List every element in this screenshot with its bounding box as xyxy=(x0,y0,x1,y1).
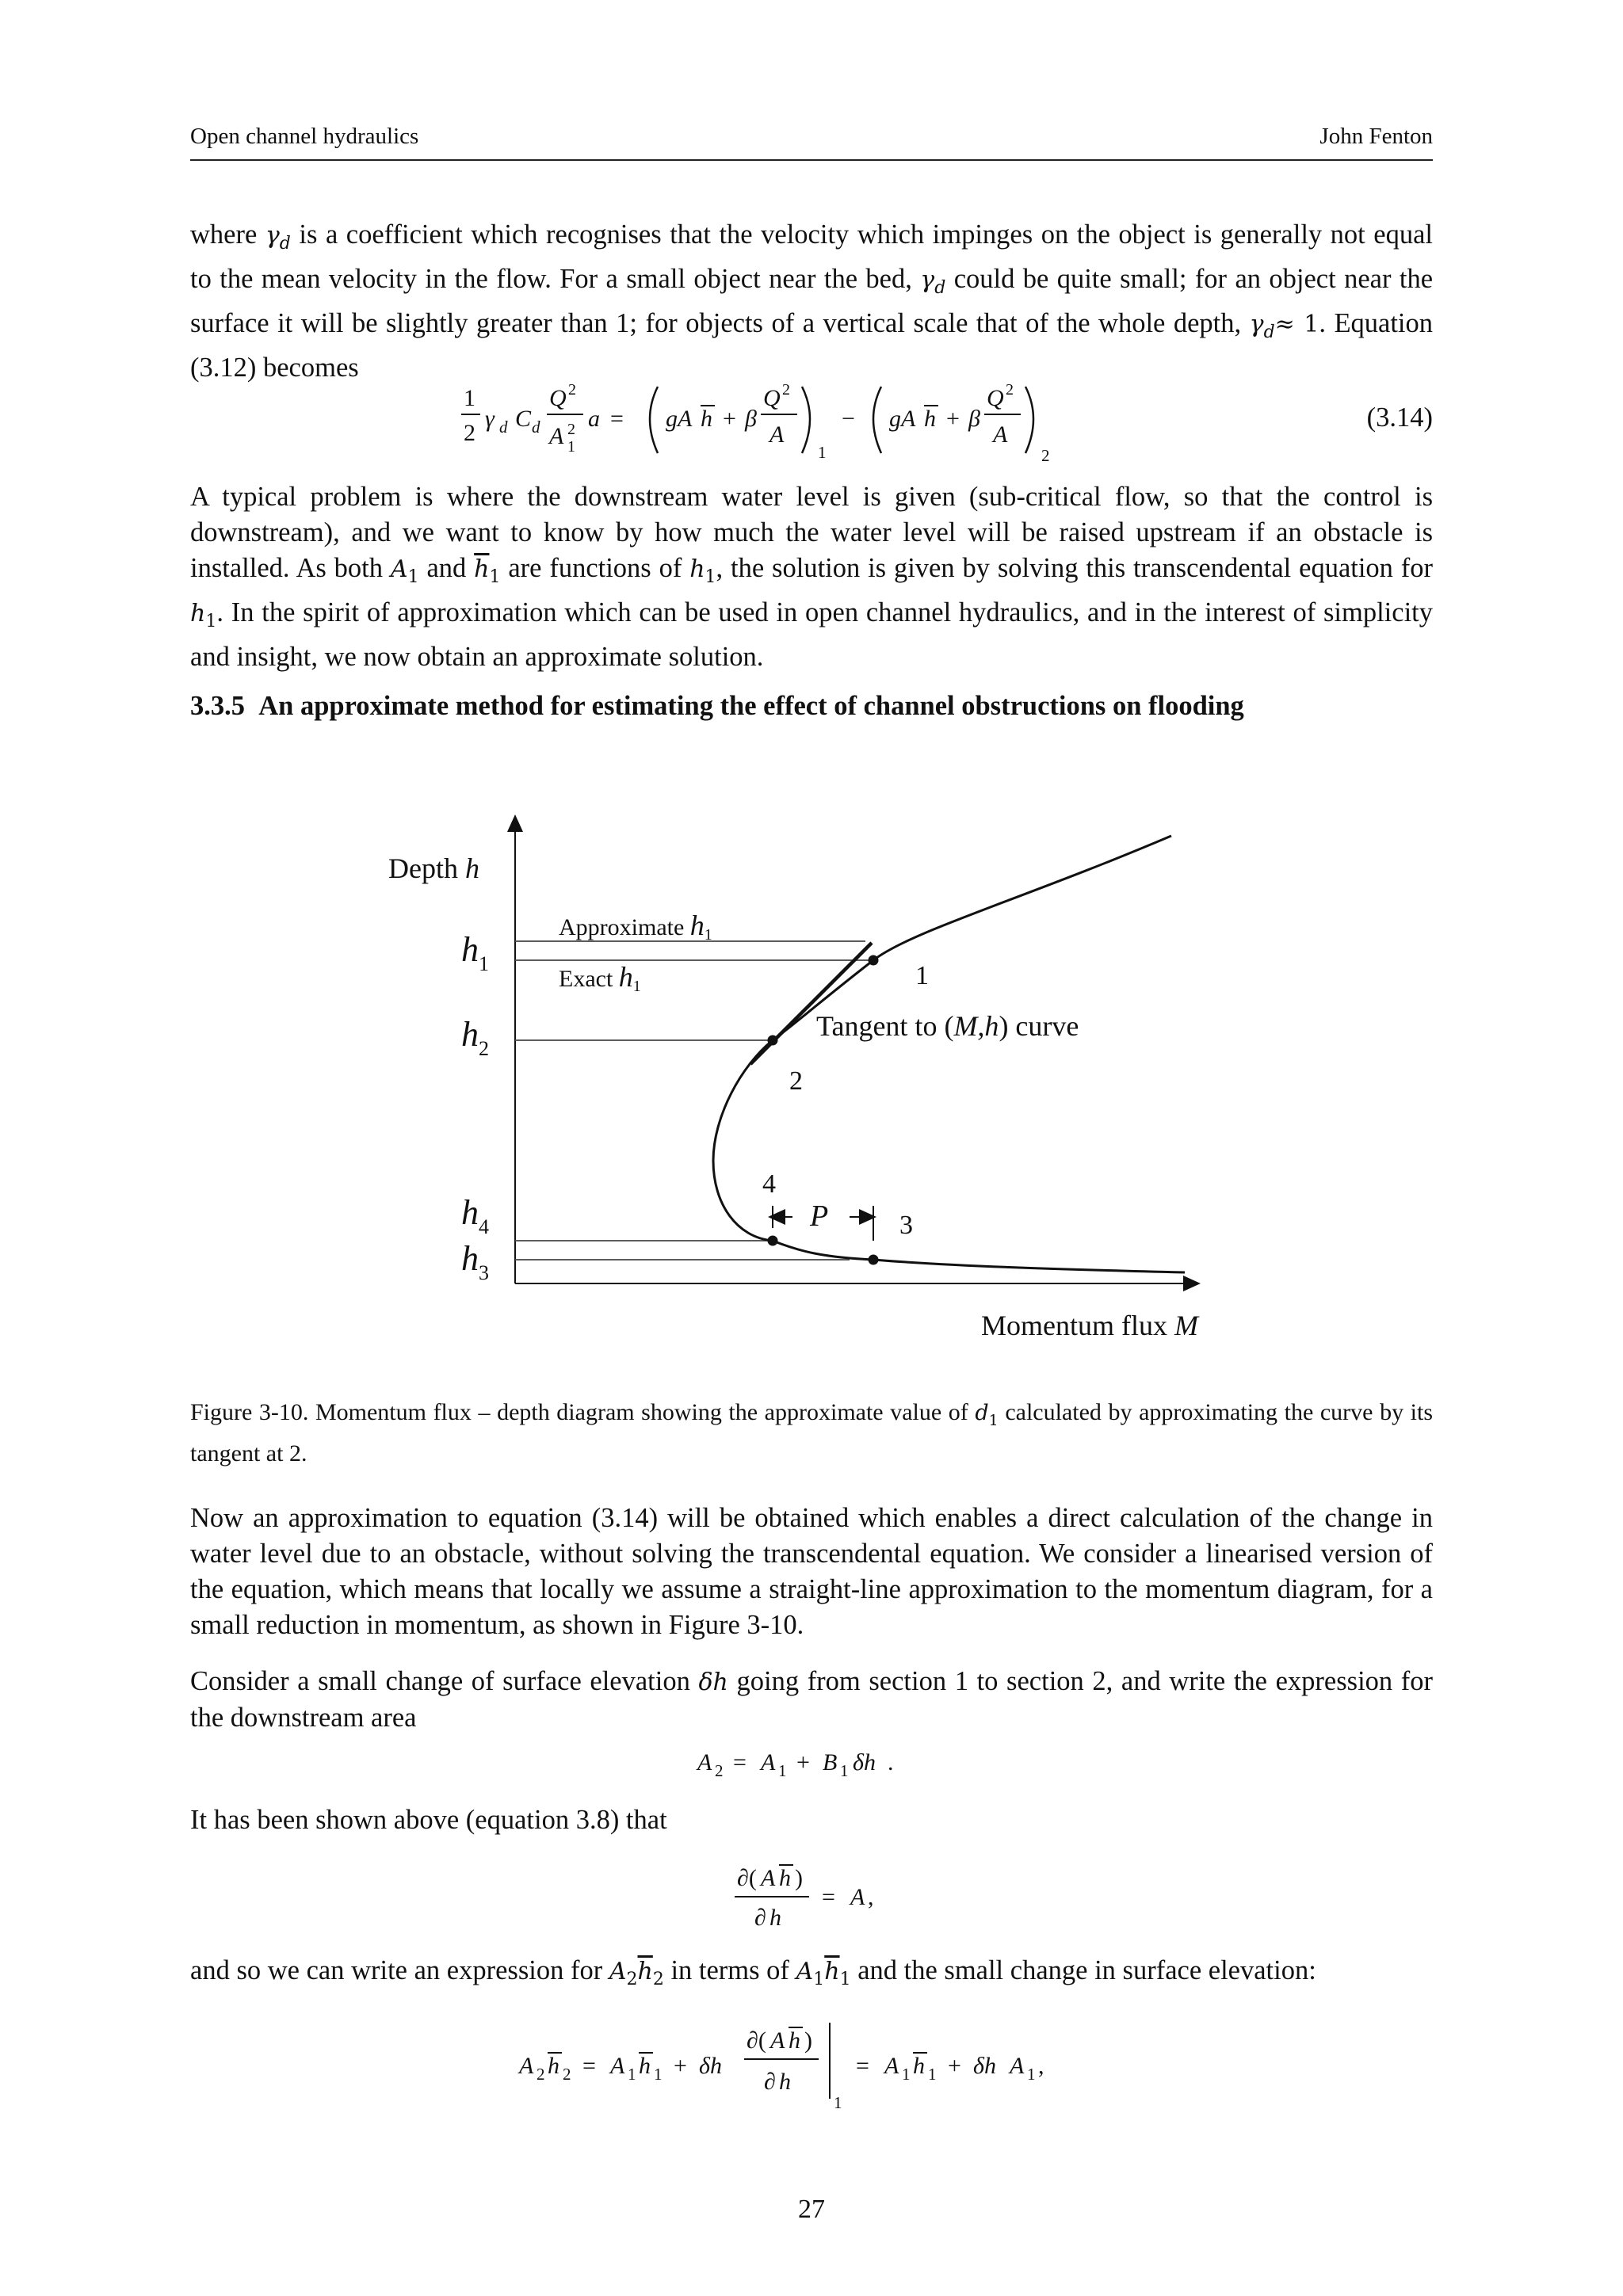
paragraph-typical-problem: A typical problem is where the downstream water level is given (sub-critical flow, so that the control is downstream), and we want to know by how much the water level will be raised upstream if an obstacle is installed. As both $A_1$ and $\overline{h}_1$ are functions of $h_1$, the solution is given by solving this transcendental equation for $h_1$. In the spirit of approximation which can be used in open channel hydraulics, and in the interest of simplicity and insight, we now obtain an approximate solution. xyxy=(190,482,1434,672)
paragraph-equation-3-8-reference: It has been shown above (equation 3.8) that xyxy=(190,1805,667,1835)
svg-text:1: 1 xyxy=(834,2093,842,2112)
equation-a2h2 xyxy=(515,2016,1133,2119)
momentum-depth-curve xyxy=(713,836,1185,1272)
svg-text:A: A xyxy=(549,423,564,449)
svg-text:B: B xyxy=(823,1749,838,1775)
point-3 xyxy=(869,1255,879,1265)
section-heading-3-3-5: 3.3.5 An approximate method for estimating the effect of channel obstructions on flooding xyxy=(190,691,1244,721)
svg-text:A: A xyxy=(610,2053,625,2079)
svg-text:∂: ∂ xyxy=(754,1905,766,1931)
point-2 xyxy=(768,1035,778,1046)
tick-h3: $h_3$ xyxy=(461,1239,489,1284)
svg-text:δh: δh xyxy=(853,1749,876,1775)
point-label-1: 1 xyxy=(915,961,929,990)
exact-h1-label: Exact $h_1$ xyxy=(559,961,641,995)
svg-text:h: h xyxy=(779,1865,791,1891)
svg-text:d: d xyxy=(499,418,508,437)
svg-text:1: 1 xyxy=(628,2065,636,2084)
running-header-title: Open channel hydraulics xyxy=(190,124,419,149)
svg-text:=: = xyxy=(610,406,624,432)
equation-derivative xyxy=(733,1854,923,1941)
figure-caption: Figure 3-10. Momentum flux – depth diagram showing the approximate value of $d_1$ calculated by approximating the curve by its tangent at 2. xyxy=(190,1399,1434,1466)
equation-3-14 xyxy=(460,372,1173,467)
svg-text:+: + xyxy=(948,2053,961,2079)
svg-text:+: + xyxy=(946,406,960,432)
header-rule xyxy=(190,159,1433,161)
page-number: 27 xyxy=(798,2195,825,2224)
tick-h1: $h_1$ xyxy=(461,930,489,975)
tangent-label: Tangent to (M,h) curve xyxy=(816,1010,1079,1042)
figure-momentum-depth-diagram xyxy=(0,792,1623,1363)
svg-text:A: A xyxy=(1010,2053,1025,2079)
svg-text:Q: Q xyxy=(987,385,1004,411)
svg-text:Q: Q xyxy=(549,385,567,411)
paragraph-expression: and so we can write an expression for $A_2\overline{h}_2$ in terms of $A_1\overline{h}_1$ and the small change in surface elevation: xyxy=(190,1955,1316,1989)
approximate-h1-label: Approximate $h_1$ xyxy=(559,910,712,944)
paragraph-linearised-approximation: Now an approximation to equation (3.14) will be obtained which enables a direct calculation of the change in water level due to an obstacle, without solving the transcendental equation. We consider a linearised version of the equation, which means that locally we assume a straight-line approximation to the momentum diagram, for a small reduction in momentum, as shown in Figure 3-10. xyxy=(190,1503,1433,1640)
svg-text:gA: gA xyxy=(666,406,693,432)
svg-text:A: A xyxy=(993,421,1008,448)
svg-text:−: − xyxy=(842,406,855,432)
svg-text:2: 2 xyxy=(464,420,475,446)
svg-text:∂: ∂ xyxy=(764,2069,776,2095)
svg-text:2: 2 xyxy=(568,381,576,399)
svg-text:): ) xyxy=(795,1865,803,1891)
svg-text:+: + xyxy=(796,1749,810,1775)
depth-tick-labels xyxy=(461,930,489,1284)
svg-text:,: , xyxy=(1038,2053,1044,2079)
point-label-2: 2 xyxy=(789,1066,803,1096)
svg-text:A: A xyxy=(884,2053,899,2079)
svg-text:A: A xyxy=(761,1865,776,1891)
svg-text:h: h xyxy=(913,2053,925,2079)
svg-text:h: h xyxy=(701,406,712,432)
svg-text:d: d xyxy=(532,418,540,437)
svg-text:,: , xyxy=(868,1884,874,1910)
x-axis-label: Momentum flux M xyxy=(981,1310,1198,1341)
svg-text:β: β xyxy=(968,406,980,432)
svg-text:1: 1 xyxy=(928,2065,937,2084)
svg-text:1: 1 xyxy=(902,2065,911,2084)
y-axis-label: Depth h xyxy=(388,852,479,884)
svg-text:=: = xyxy=(822,1884,835,1910)
svg-text:h: h xyxy=(779,2069,791,2095)
svg-text:∂(: ∂( xyxy=(737,1865,757,1891)
point-label-4: 4 xyxy=(762,1169,776,1199)
svg-text:A: A xyxy=(761,1749,776,1775)
svg-text:1: 1 xyxy=(1027,2065,1036,2084)
svg-text:=: = xyxy=(582,2053,596,2079)
svg-text:2: 2 xyxy=(1041,446,1050,465)
svg-text:1: 1 xyxy=(840,1761,849,1780)
svg-text:2: 2 xyxy=(782,381,790,399)
svg-text:δh: δh xyxy=(699,2053,722,2079)
svg-text:A: A xyxy=(769,421,785,448)
svg-text:A: A xyxy=(770,2027,785,2054)
equation-number-3-14: (3.14) xyxy=(1366,402,1433,433)
svg-text:+: + xyxy=(723,406,736,432)
svg-text:h: h xyxy=(548,2053,559,2079)
svg-text:h: h xyxy=(789,2027,800,2054)
svg-text:+: + xyxy=(674,2053,687,2079)
tick-h2: $h_2$ xyxy=(461,1015,489,1060)
svg-text:2: 2 xyxy=(567,421,575,438)
svg-text:1: 1 xyxy=(778,1761,787,1780)
equation-area-relation xyxy=(697,1741,951,1781)
svg-text:δh: δh xyxy=(973,2053,996,2079)
paragraph-small-change: Consider a small change of surface elevation δh going from section 1 to section 2, and write the expression for the downstream area xyxy=(190,1666,1434,1733)
svg-text:h: h xyxy=(639,2053,651,2079)
tangent-line xyxy=(750,943,872,1064)
svg-text:a: a xyxy=(588,406,600,432)
svg-text:gA: gA xyxy=(889,406,916,432)
svg-text:2: 2 xyxy=(715,1761,724,1780)
svg-text:β: β xyxy=(745,406,757,432)
paragraph-gamma-coefficient: where $\gamma_d$ is a coefficient which recognises that the velocity which impinges on the object is generally not equal to the mean velocity in the flow. For a small object near the bed, $\gamma_d$ could be quite small; for an object near the surface it will be slightly greater than 1; for objects of a vertical scale that of the whole depth, $\gamma_d\approx 1$. Equation (3.12) becomes xyxy=(190,219,1434,383)
svg-text:=: = xyxy=(733,1749,747,1775)
svg-text:2: 2 xyxy=(563,2065,571,2084)
svg-text:∂(: ∂( xyxy=(747,2027,766,2054)
svg-text:1: 1 xyxy=(818,443,827,462)
svg-text:1: 1 xyxy=(654,2065,663,2084)
point-4 xyxy=(768,1236,778,1246)
svg-text:h: h xyxy=(924,406,936,432)
tick-h4: $h_4$ xyxy=(461,1193,489,1238)
svg-text:Q: Q xyxy=(763,385,781,411)
svg-text:γ: γ xyxy=(485,406,495,432)
svg-text:2: 2 xyxy=(537,2065,545,2084)
svg-text:h: h xyxy=(769,1905,781,1931)
svg-text:C: C xyxy=(515,406,532,432)
svg-text:1: 1 xyxy=(464,385,475,411)
svg-text:=: = xyxy=(856,2053,869,2079)
svg-text:A: A xyxy=(850,1884,865,1910)
running-header-author: John Fenton xyxy=(1319,124,1433,149)
svg-text:2: 2 xyxy=(1006,381,1014,399)
svg-text:1: 1 xyxy=(567,438,575,456)
svg-text:.: . xyxy=(888,1749,894,1775)
point-1 xyxy=(869,955,879,966)
svg-text:A: A xyxy=(697,1749,712,1775)
point-label-3: 3 xyxy=(899,1211,913,1240)
svg-text:A: A xyxy=(519,2053,534,2079)
svg-text:): ) xyxy=(804,2027,812,2054)
p-label: P xyxy=(810,1199,829,1233)
